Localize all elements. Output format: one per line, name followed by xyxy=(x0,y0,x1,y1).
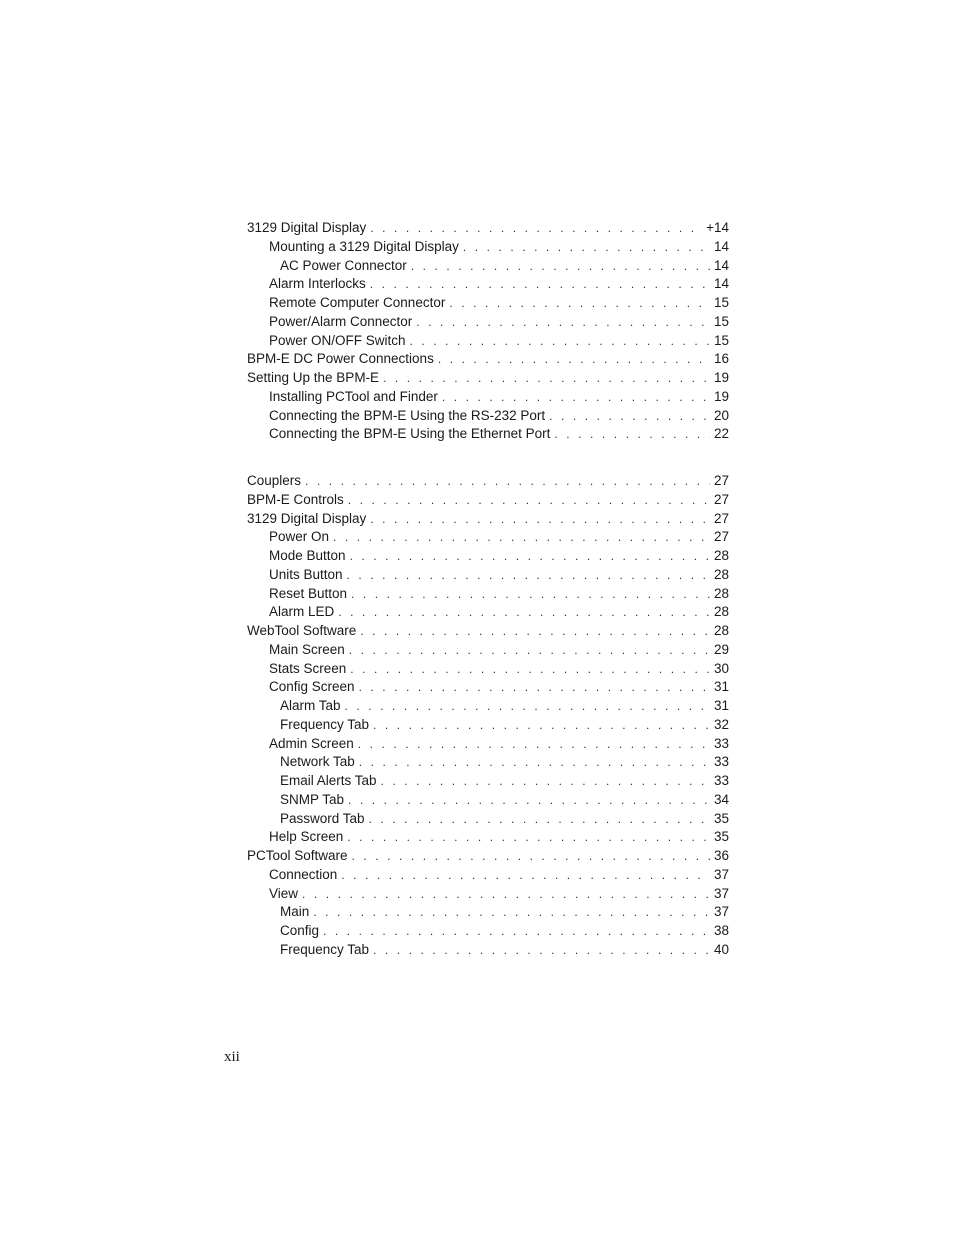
toc-entry-title: Admin Screen xyxy=(269,735,354,751)
toc-dot-leader xyxy=(348,791,710,810)
toc-entry-title: Alarm LED xyxy=(269,604,335,620)
toc-entry[interactable] xyxy=(247,585,729,604)
toc-entry[interactable] xyxy=(247,566,729,585)
toc-dot-leader xyxy=(411,257,710,276)
toc-entry-title: Frequency Tab xyxy=(280,941,370,957)
toc-entry-title: Units Button xyxy=(269,566,343,582)
toc-entry-page: 15 xyxy=(713,295,729,310)
toc-entry[interactable] xyxy=(247,941,729,960)
toc-entry-title: Power ON/OFF Switch xyxy=(269,332,406,348)
toc-entry-title: Config xyxy=(280,923,320,938)
toc-entry[interactable] xyxy=(247,678,729,697)
toc-entry-page: 31 xyxy=(713,698,729,713)
toc-entry[interactable] xyxy=(247,257,729,276)
toc-entry-page: 33 xyxy=(713,773,729,788)
toc-entry[interactable] xyxy=(247,294,729,313)
toc-entry-title: PCTool Software xyxy=(247,848,348,863)
toc-entry-page: 19 xyxy=(713,370,729,385)
toc-dot-leader xyxy=(351,585,710,604)
toc-dot-leader xyxy=(438,350,710,369)
toc-entry-title: BPM-E Controls xyxy=(247,491,344,507)
toc-dot-leader xyxy=(463,238,710,257)
toc-entry-page: 28 xyxy=(713,585,729,601)
toc-dot-leader xyxy=(341,866,710,885)
toc-dot-leader xyxy=(333,528,710,547)
toc-entry-title: Setting Up the BPM-E xyxy=(247,370,380,385)
toc-entry[interactable] xyxy=(247,866,729,885)
toc-entry[interactable] xyxy=(247,641,729,660)
toc-entry-page: 19 xyxy=(713,388,729,404)
toc-entry[interactable] xyxy=(247,716,729,735)
toc-dot-leader xyxy=(370,219,702,238)
toc-dot-leader xyxy=(352,847,710,866)
toc-dot-leader xyxy=(345,697,710,716)
toc-entry-page: 37 xyxy=(713,904,729,920)
toc-entry[interactable] xyxy=(247,425,729,444)
toc-entry[interactable] xyxy=(247,369,729,388)
toc-dot-leader xyxy=(305,472,710,491)
toc-entry-title: Power/Alarm Connector xyxy=(269,313,413,329)
toc-block-1 xyxy=(247,219,729,444)
toc-entry[interactable] xyxy=(247,238,729,257)
toc-entry-page: 28 xyxy=(713,548,729,563)
toc-dot-leader xyxy=(373,941,710,960)
toc-entry-title: Network Tab xyxy=(280,754,355,770)
toc-entry-title: Stats Screen xyxy=(269,660,347,676)
toc-entry[interactable] xyxy=(247,547,729,566)
toc-entry-title: Password Tab xyxy=(280,810,365,826)
toc-entry-page: 27 xyxy=(713,529,729,545)
toc-dot-leader xyxy=(369,810,710,829)
toc-dot-leader xyxy=(338,603,710,622)
toc-entry-page: 30 xyxy=(713,660,729,676)
toc-dot-leader xyxy=(381,772,710,791)
toc-entry[interactable] xyxy=(247,622,729,641)
toc-dot-leader xyxy=(383,369,710,388)
toc-entry-page: 35 xyxy=(713,829,729,845)
toc-entry[interactable] xyxy=(247,491,729,510)
toc-entry-title: Mode Button xyxy=(269,548,346,563)
toc-entry-page: 28 xyxy=(713,604,729,620)
toc-entry[interactable] xyxy=(247,753,729,772)
toc-entry[interactable] xyxy=(247,510,729,529)
toc-entry-title: Reset Button xyxy=(269,585,348,601)
toc-entry-title: 3129 Digital Display xyxy=(247,220,367,235)
toc-entry[interactable] xyxy=(247,350,729,369)
toc-dot-leader xyxy=(370,275,710,294)
toc-entry-title: Email Alerts Tab xyxy=(280,773,377,788)
toc-dot-leader xyxy=(347,828,710,847)
toc-dot-leader xyxy=(302,885,710,904)
toc-entry-title: Main xyxy=(280,904,310,920)
toc-entry-page: 14 xyxy=(713,276,729,292)
toc-dot-leader xyxy=(347,566,710,585)
toc-entry[interactable] xyxy=(247,903,729,922)
toc-entry-page: 37 xyxy=(713,866,729,882)
toc-entry-page: 33 xyxy=(713,735,729,751)
toc-entry-page: 35 xyxy=(713,810,729,826)
toc-dot-leader xyxy=(554,425,710,444)
toc-entry-title: Couplers xyxy=(247,473,302,488)
toc-entry[interactable] xyxy=(247,791,729,810)
toc-block-2 xyxy=(247,472,729,960)
toc-entry-page: 16 xyxy=(713,351,729,367)
toc-entry[interactable] xyxy=(247,313,729,332)
toc-entry-title: Alarm Tab xyxy=(280,698,341,713)
toc-entry-page: 34 xyxy=(713,791,729,807)
toc-entry[interactable] xyxy=(247,219,729,238)
toc-dot-leader xyxy=(359,678,710,697)
toc-entry-page: 32 xyxy=(713,716,729,732)
toc-entry-page: 36 xyxy=(713,848,729,863)
toc-entry-title: Help Screen xyxy=(269,829,344,845)
toc-entry[interactable] xyxy=(247,407,729,426)
toc-entry[interactable] xyxy=(247,922,729,941)
toc-entry-page: 27 xyxy=(713,473,729,488)
toc-entry[interactable] xyxy=(247,388,729,407)
toc-entry-title: WebTool Software xyxy=(247,623,357,638)
toc-dot-leader xyxy=(359,753,710,772)
toc-entry-title: Connecting the BPM-E Using the Ethernet Port xyxy=(269,426,551,442)
toc-entry[interactable] xyxy=(247,735,729,754)
toc-entry-page: 31 xyxy=(713,679,729,695)
toc-entry[interactable] xyxy=(247,275,729,294)
toc-entry-title: Connection xyxy=(269,866,338,882)
toc-dot-leader xyxy=(416,313,710,332)
toc-entry-title: Mounting a 3129 Digital Display xyxy=(269,238,459,254)
toc-entry[interactable] xyxy=(247,828,729,847)
toc-dot-leader xyxy=(449,294,710,313)
toc-dot-leader xyxy=(348,491,710,510)
toc-entry-page: 40 xyxy=(713,941,729,957)
toc-entry-title: BPM-E DC Power Connections xyxy=(247,351,434,367)
toc-entry-page: 14 xyxy=(713,238,729,254)
page-number: xii xyxy=(224,1049,240,1065)
toc-entry[interactable] xyxy=(247,603,729,622)
toc-dot-leader xyxy=(410,332,710,351)
toc-entry[interactable] xyxy=(247,472,729,491)
toc-entry-title: Main Screen xyxy=(269,641,345,657)
toc-entry-page: 38 xyxy=(713,923,729,938)
toc-entry-title: Remote Computer Connector xyxy=(269,295,446,310)
toc-entry[interactable] xyxy=(247,885,729,904)
toc-entry[interactable] xyxy=(247,332,729,351)
toc-entry-title: Alarm Interlocks xyxy=(269,276,366,292)
toc-entry-page: 27 xyxy=(713,491,729,507)
toc-entry-page: 15 xyxy=(713,332,729,348)
toc-entry-title: 3129 Digital Display xyxy=(247,510,367,526)
toc-entry-title: Connecting the BPM-E Using the RS-232 Port xyxy=(269,407,546,423)
toc-entry[interactable] xyxy=(247,847,729,866)
toc-entry-page: 37 xyxy=(713,885,729,901)
toc-entry-page: 20 xyxy=(713,407,729,423)
toc-dot-leader xyxy=(313,903,710,922)
toc-dot-leader xyxy=(370,510,710,529)
toc-entry-title: View xyxy=(269,885,299,901)
toc-entry-page: 28 xyxy=(713,623,729,638)
toc-entry-page: 33 xyxy=(713,754,729,770)
toc-dot-leader xyxy=(442,388,710,407)
toc-dot-leader xyxy=(323,922,710,941)
toc-entry[interactable] xyxy=(247,772,729,791)
toc-dot-leader xyxy=(349,641,710,660)
toc-dot-leader xyxy=(549,407,710,426)
toc-entry-title: AC Power Connector xyxy=(280,257,407,273)
toc-entry[interactable] xyxy=(247,660,729,679)
toc-entry-title: SNMP Tab xyxy=(280,791,345,807)
toc-dot-leader xyxy=(358,735,710,754)
toc-entry[interactable] xyxy=(247,528,729,547)
toc-dot-leader xyxy=(360,622,710,641)
toc-entry-title: Config Screen xyxy=(269,679,355,695)
toc-entry-page: 14 xyxy=(713,257,729,273)
toc-entry-page: 15 xyxy=(713,313,729,329)
toc-entry-title: Power On xyxy=(269,529,330,545)
toc-dot-leader xyxy=(373,716,710,735)
toc-entry-page: 22 xyxy=(713,426,729,442)
toc-entry[interactable] xyxy=(247,697,729,716)
toc-entry-page: +14 xyxy=(706,220,729,235)
toc-dot-leader xyxy=(350,547,710,566)
toc-entry-page: 29 xyxy=(713,641,729,657)
toc-entry-page: 27 xyxy=(713,510,729,526)
toc-entry[interactable] xyxy=(247,810,729,829)
toc-entry-title: Frequency Tab xyxy=(280,716,370,732)
toc-dot-leader xyxy=(350,660,710,679)
toc-entry-page: 28 xyxy=(713,566,729,582)
toc-entry-title: Installing PCTool and Finder xyxy=(269,388,438,404)
